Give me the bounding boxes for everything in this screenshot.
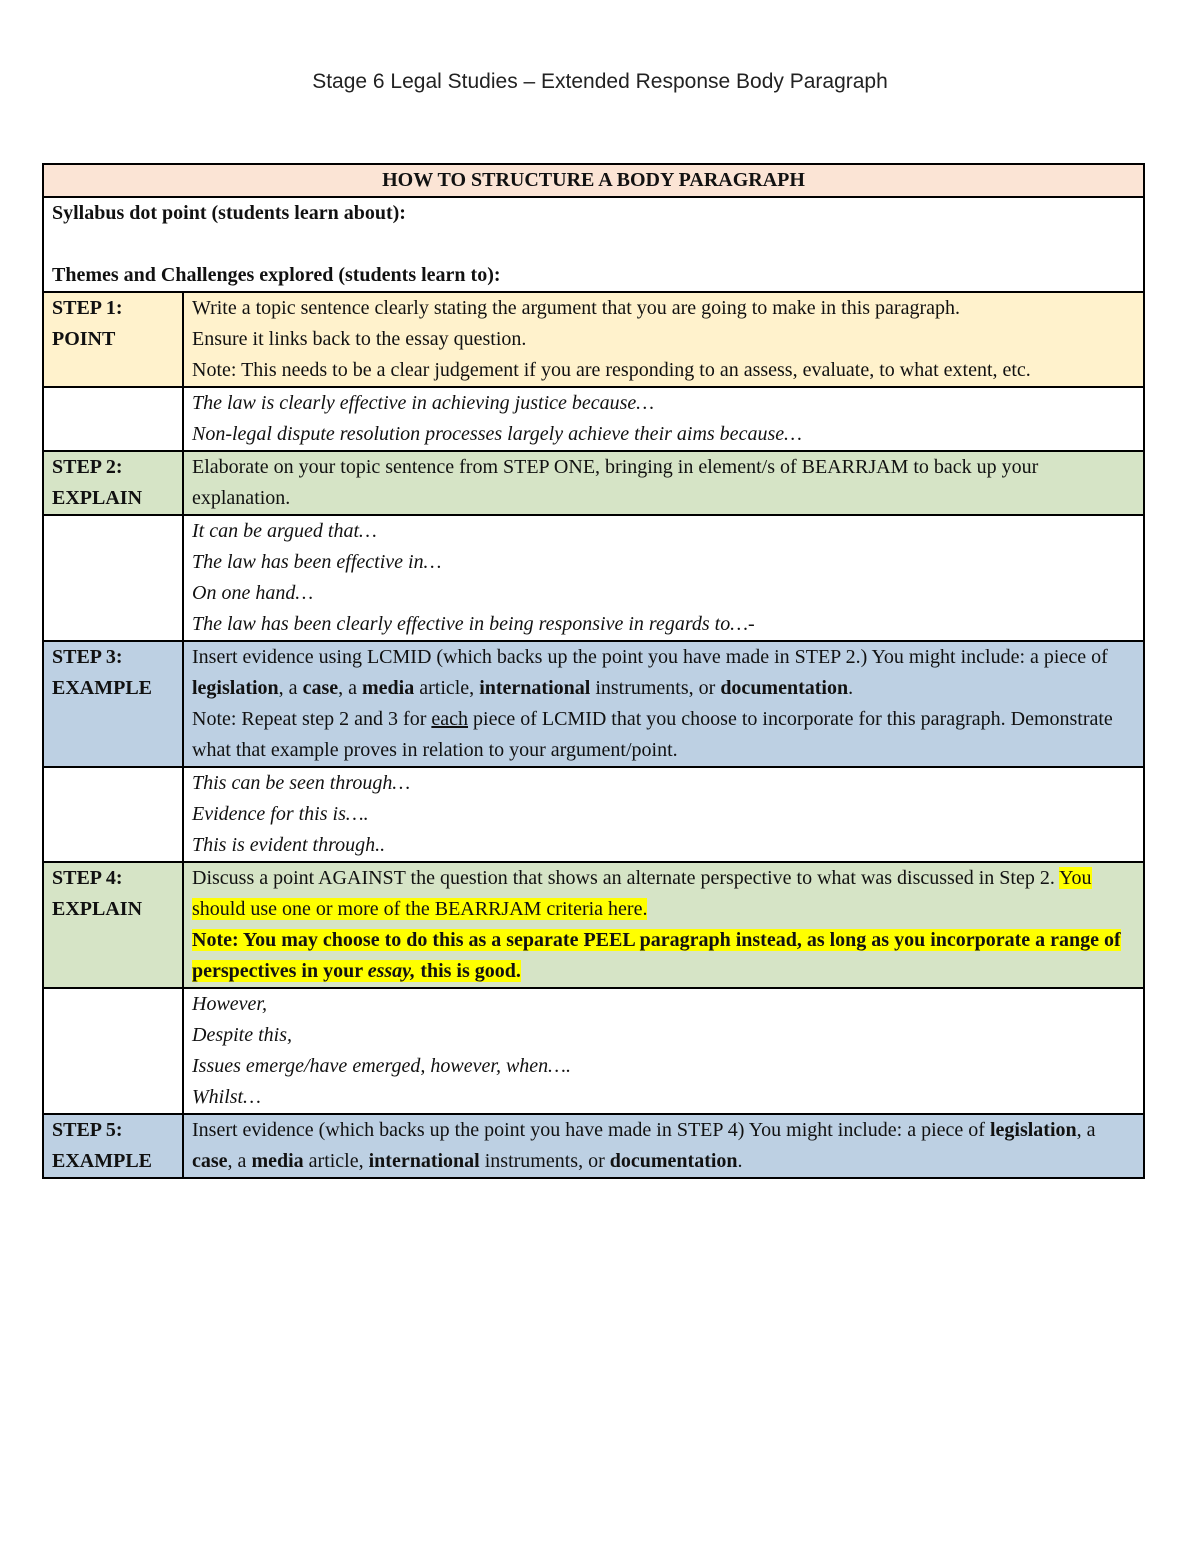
keyword-international: international xyxy=(368,1150,480,1172)
empty-label-cell xyxy=(43,767,183,862)
step-1-examples-row xyxy=(43,387,1144,451)
highlighted-text: You should use one or more of the BEARRJAM criteria here. xyxy=(192,867,1092,920)
example-phrase: This can be seen through… xyxy=(192,772,411,794)
page-title: Stage 6 Legal Studies – Extended Response Body Paragraph xyxy=(312,70,888,93)
body-paragraph-structure-table xyxy=(42,163,1145,1179)
example-phrase: Whilst… xyxy=(192,1086,261,1108)
step-2-examples xyxy=(183,515,1144,641)
step-2-examples-row xyxy=(43,515,1144,641)
syllabus-cell xyxy=(43,197,1144,292)
step-5-row xyxy=(43,1114,1144,1178)
empty-label-cell xyxy=(43,515,183,641)
step-4-row xyxy=(43,862,1144,988)
keyword-legislation: legislation xyxy=(192,677,279,699)
example-phrase: The law has been clearly effective in being responsive in regards to…- xyxy=(192,613,755,635)
example-phrase: On one hand… xyxy=(192,582,314,604)
step-4-label: STEP 4: EXPLAIN xyxy=(43,862,183,988)
empty-label-cell xyxy=(43,387,183,451)
step-3-examples-row xyxy=(43,767,1144,862)
keyword-legislation: legislation xyxy=(989,1119,1077,1141)
keyword-international: international xyxy=(479,677,591,699)
example-phrase: Non-legal dispute resolution processes largely achieve their aims because… xyxy=(192,423,802,445)
empty-label-cell xyxy=(43,988,183,1114)
step-2-description: Elaborate on your topic sentence from STEP ONE, bringing in element/s of BEARRJAM to back up your explanation. xyxy=(183,451,1144,515)
keyword-documentation: documentation xyxy=(720,677,849,699)
underlined-each: each xyxy=(431,708,469,730)
step-1-label: STEP 1: POINT xyxy=(43,292,183,387)
syllabus-dot-point-label: Syllabus dot point (students learn about): xyxy=(52,202,406,224)
step-2-label: STEP 2: EXPLAIN xyxy=(43,451,183,515)
example-phrase: However, xyxy=(192,993,267,1015)
table-header-row xyxy=(43,164,1144,197)
example-phrase: Evidence for this is…. xyxy=(192,803,369,825)
themes-challenges-label: Themes and Challenges explored (students learn to): xyxy=(52,264,501,286)
syllabus-row xyxy=(43,197,1144,292)
step-4-description: Discuss a point AGAINST the question that shows an alternate perspective to what was discussed in Step 2. You should use one or more of the BEARRJAM criteria here. Note: You may choose to do this as a separate PEEL paragraph instead, as long as you incorporate a range of perspectives in your essay, this is good. xyxy=(183,862,1144,988)
highlighted-note: Note: You may choose to do this as a separate PEEL paragraph instead, as long as you incorporate a range of perspectives in your essay, this is good. xyxy=(192,929,1121,982)
example-phrase: This is evident through.. xyxy=(192,834,386,856)
step-1-examples xyxy=(183,387,1144,451)
step-4-examples xyxy=(183,988,1144,1114)
keyword-case: case xyxy=(192,1150,228,1172)
table-header: HOW TO STRUCTURE A BODY PARAGRAPH xyxy=(43,164,1144,197)
step-5-label: STEP 5: EXAMPLE xyxy=(43,1114,183,1178)
step-2-row xyxy=(43,451,1144,515)
step-1-description: Write a topic sentence clearly stating the argument that you are going to make in this paragraph. Ensure it links back to the essay question. Note: This needs to be a clear judgement if you are responding to an assess, evaluate, to what extent, etc. xyxy=(183,292,1144,387)
step-4-examples-row xyxy=(43,988,1144,1114)
step-3-row xyxy=(43,641,1144,767)
step-3-label: STEP 3: EXAMPLE xyxy=(43,641,183,767)
step-1-row xyxy=(43,292,1144,387)
example-phrase: Despite this, xyxy=(192,1024,292,1046)
keyword-documentation: documentation xyxy=(609,1150,738,1172)
step-3-examples xyxy=(183,767,1144,862)
keyword-media: media xyxy=(251,1150,304,1172)
example-phrase: The law has been effective in… xyxy=(192,551,442,573)
keyword-case: case xyxy=(302,677,339,699)
example-phrase: It can be argued that… xyxy=(192,520,377,542)
keyword-media: media xyxy=(362,677,415,699)
step-3-description: Insert evidence using LCMID (which backs up the point you have made in STEP 2.) You might include: a piece of legislation, a case, a media article, international instruments, or documentation. Note: Repeat step 2 and 3 for each piece of LCMID that you choose to incorporate for this paragraph. Demonstrate what that example proves in relation to your argument/point. xyxy=(183,641,1144,767)
example-phrase: Issues emerge/have emerged, however, when…. xyxy=(192,1055,571,1077)
example-phrase: The law is clearly effective in achieving justice because… xyxy=(192,392,655,414)
step-5-description: Insert evidence (which backs up the point you have made in STEP 4) You might include: a piece of legislation, a case, a media article, international instruments, or documentation. xyxy=(183,1114,1144,1178)
